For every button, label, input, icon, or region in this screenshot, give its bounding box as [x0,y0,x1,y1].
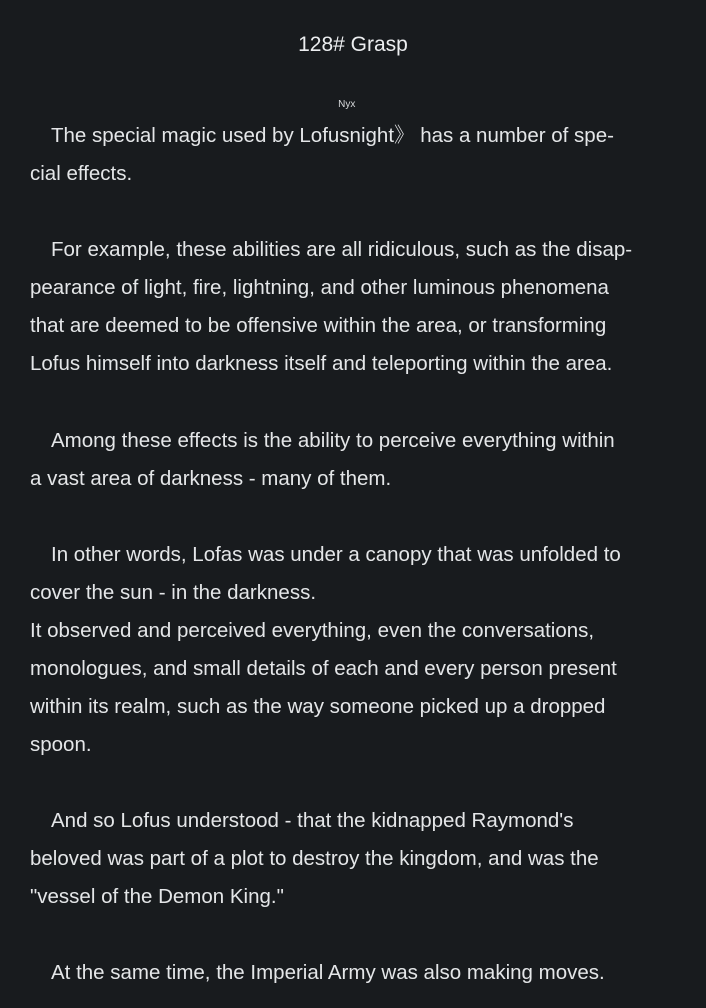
paragraph-line [30,99,680,155]
paragraph-1 [30,99,680,193]
paragraph-line: within its realm, such as the way someone picked up a dropped [30,695,606,718]
paragraph-line: In other words, Lofas was under a canopy that was unfolded to [51,543,621,566]
paragraph-line: that are deemed to be offensive within the area, or transforming [30,314,607,337]
paragraph-5 [30,802,680,916]
paragraph-line: Lofus himself into darkness itself and teleporting within the area. [30,352,613,375]
paragraph-line: beloved was part of a plot to destroy the kingdom, and was the [30,847,599,870]
paragraph-line: And so Lofus understood - that the kidnapped Raymond's [51,809,574,832]
paragraph-line: pearance of light, fire, lightning, and other luminous phenomena [30,276,609,299]
paragraph-line: For example, these abilities are all ridiculous, such as the disap- [51,238,633,261]
ruby-base-word: Lofusnight [299,124,395,147]
text-segment: The special magic used by [51,124,300,147]
paragraph-line: monologues, and small details of each and every person present [30,657,617,680]
paragraph-line: At the same time, the Imperial Army was also making moves. [51,961,605,984]
paragraph-line: a vast area of darkness - many of them. [30,467,392,490]
chapter-title: 128# Grasp [298,33,408,56]
paragraph-line: It observed and perceived everything, even the conversations, [30,619,595,642]
paragraph-line: "vessel of the Demon King." [30,885,284,908]
paragraph-2 [30,231,680,383]
paragraph-line: spoon. [30,733,92,756]
ruby-note: Nyx [338,99,356,110]
paragraph-6 [30,954,680,992]
paragraph-line: Among these effects is the ability to perceive everything within [51,429,615,452]
paragraph-line: cover the sun - in the darkness. [30,581,317,604]
paragraph-3 [30,422,680,498]
text-segment: 》 has a number of spe- [394,124,614,147]
paragraph-4 [30,536,680,764]
paragraph-line: cial effects. [30,162,133,185]
ruby-annotation [299,99,395,155]
